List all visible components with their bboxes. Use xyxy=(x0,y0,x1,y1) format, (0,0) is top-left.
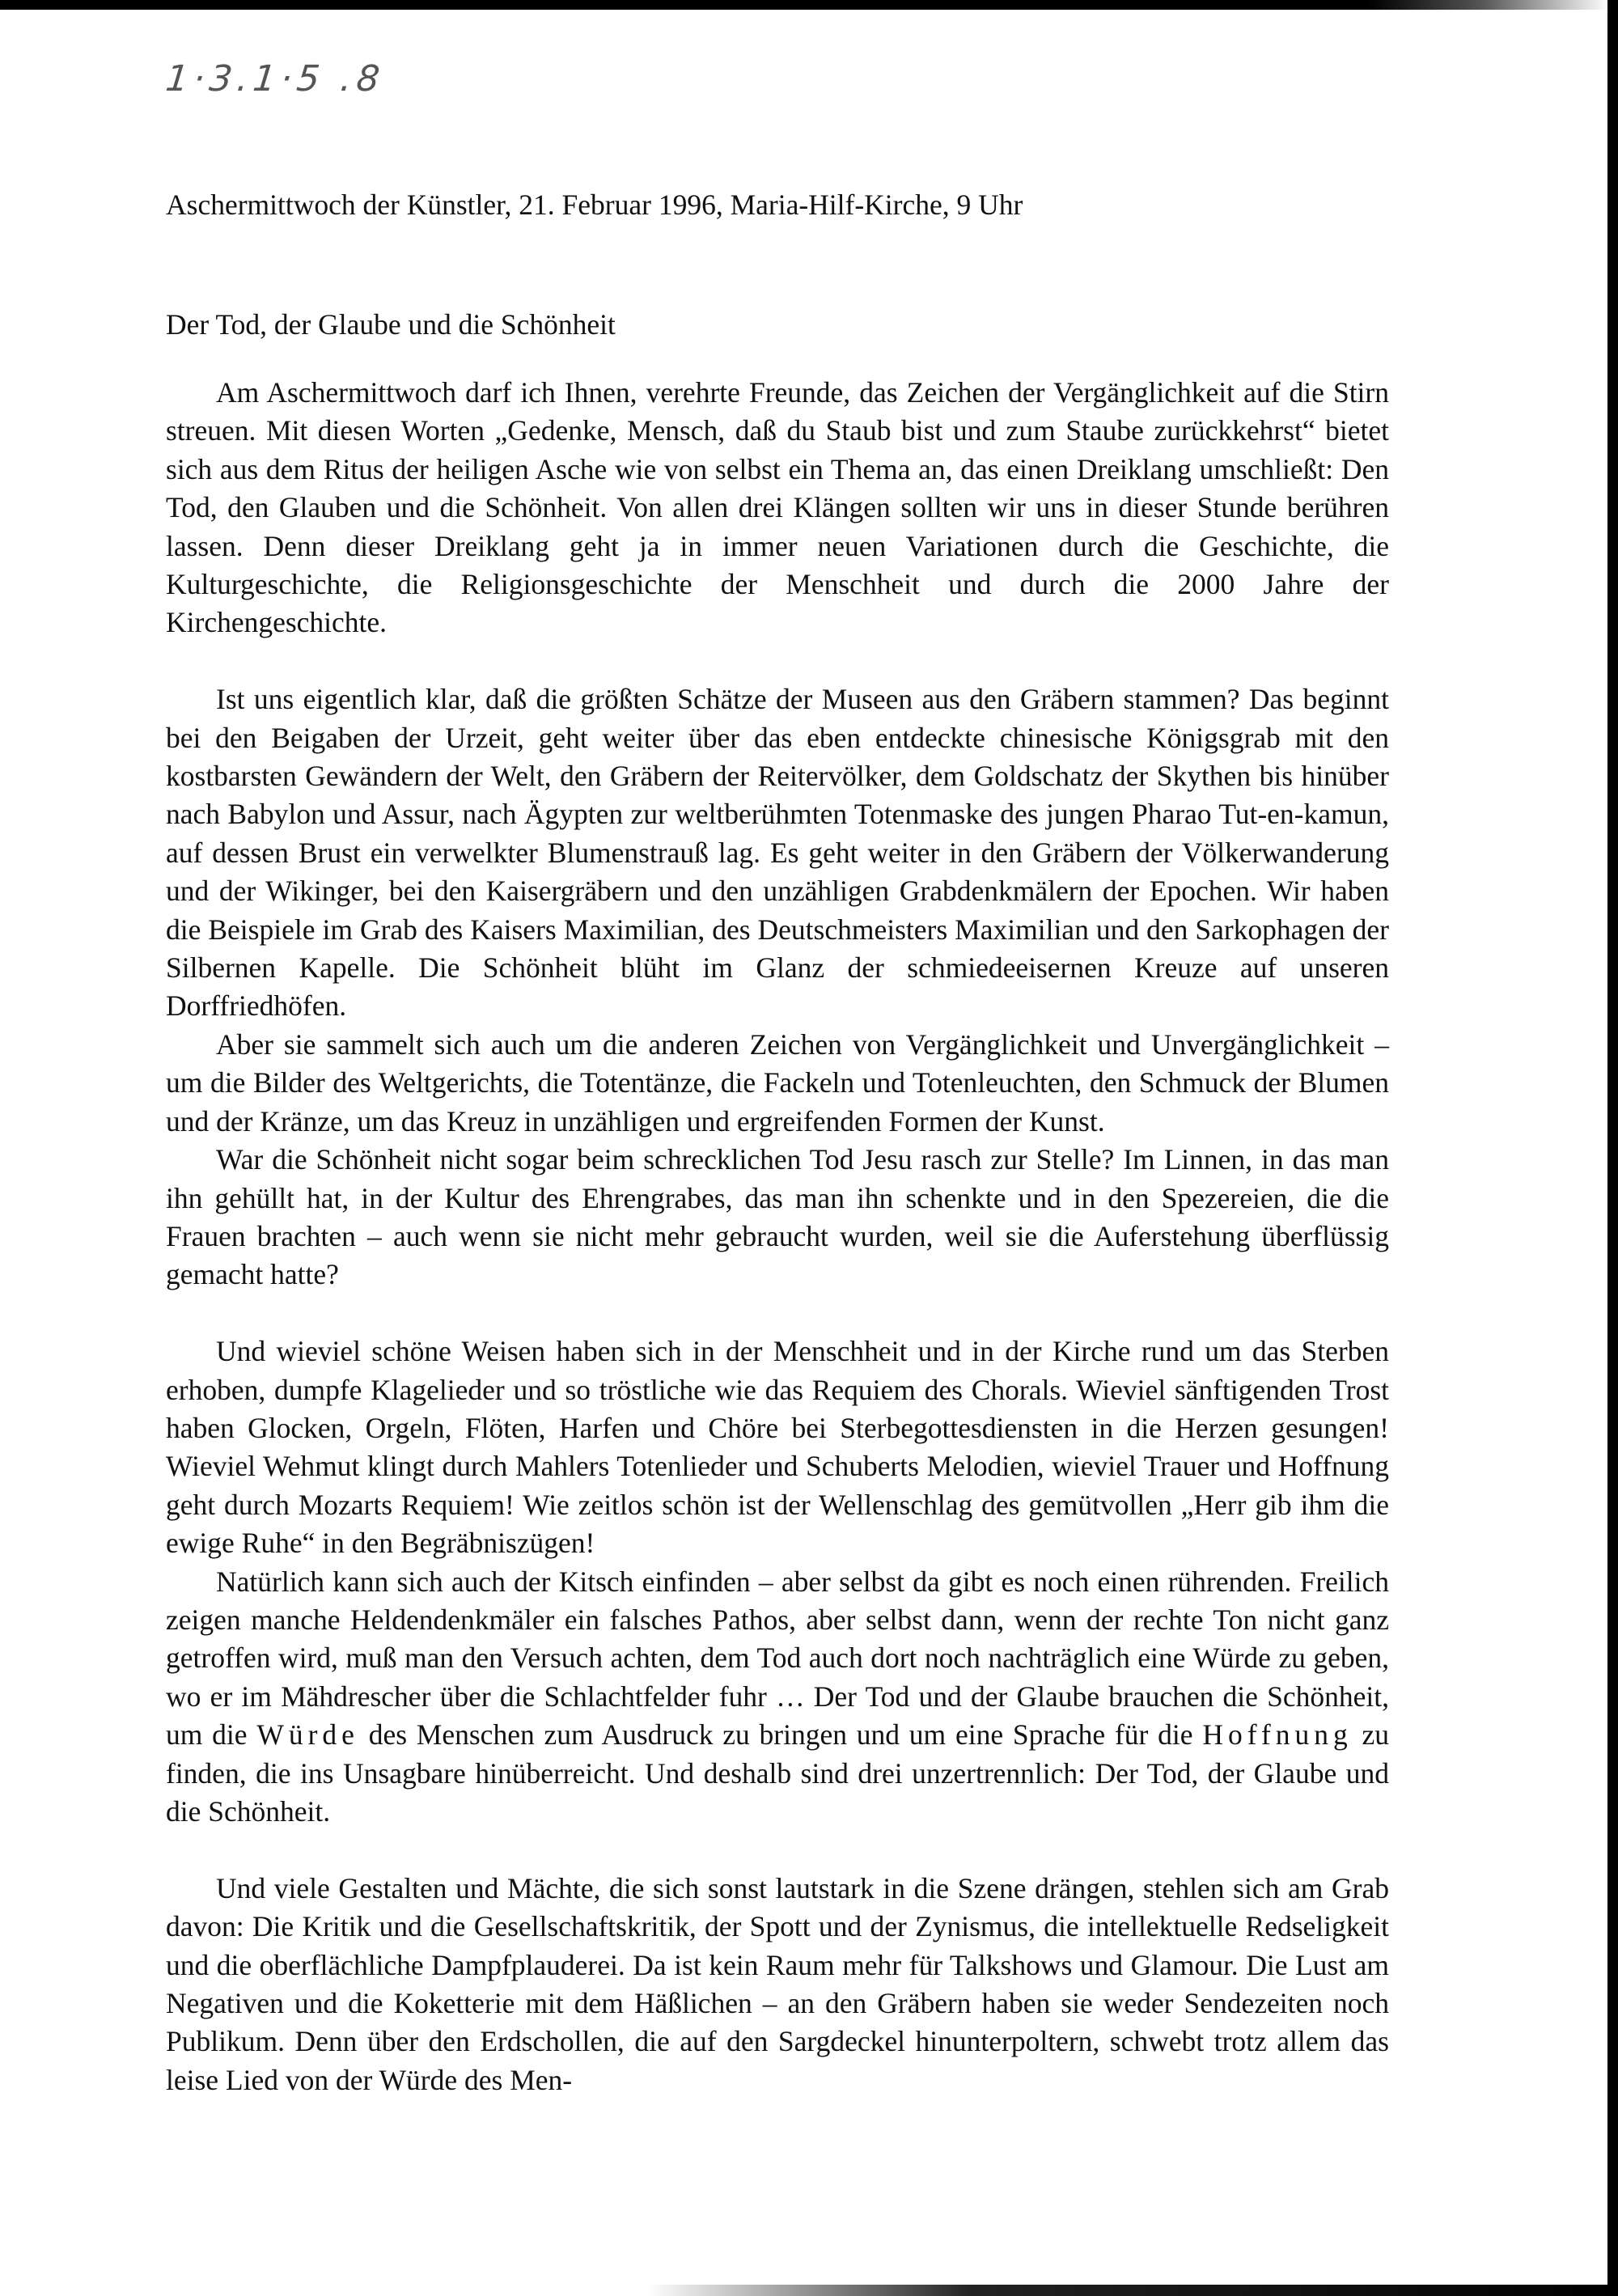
scan-border-right xyxy=(1607,0,1618,2296)
handwritten-archive-number: 1·3.1·5 .8 xyxy=(163,58,387,100)
paragraph-6-text-b: des Menschen zum Ausdruck zu bringen und um eine Sprache für die xyxy=(358,1718,1203,1752)
emphasis-wuerde: Würde xyxy=(256,1718,359,1752)
paragraph-6-text-a: Natürlich kann sich auch der Kitsch einfinden – aber selbst da gibt es noch einen rührenden. Freilich zeigen manche Heldendenkmäler ein falsches Pathos, aber selbst dann, wenn der rechte Ton nicht ganz getroffen wird, muß man den Versuch achten, dem Tod auch dort noch nachträglich eine Würde zu geben, wo er im Mähdrescher über die Schlachtfelder fuhr … Der Tod und der Glaube brauchen die Schönheit, um die xyxy=(166,1565,1389,1752)
paragraph-6-text-c: zu finden, die ins Unsagbare hinüberreicht. Und deshalb sind drei unzertrennlich: Der Tod, der Glaube und die Schönheit. xyxy=(166,1718,1389,1828)
paragraph-5: Und wieviel schöne Weisen haben sich in der Menschheit und in der Kirche rund um das Sterben erhoben, dumpfe Klagelieder und so tröstliche wie das Requiem des Chorals. Wieviel sänftigenden Trost haben Glocken, Orgeln, Flöten, Harfen und Chöre bei Sterbegottesdiensten in die Herzen gesungen! Wieviel Wehmut klingt durch Mahlers Totenlieder und Schuberts Melodien, wieviel Trauer und Hoffnung geht durch Mozarts Requiem! Wie zeitlos schön ist der Wellenschlag des gemütvollen „Herr gib ihm die ewige Ruhe“ in den Begräbniszügen! xyxy=(166,1335,1389,1560)
paragraph-3: Aber sie sammelt sich auch um die anderen Zeichen von Vergänglichkeit und Unvergänglichkeit – um die Bilder des Weltgerichts, die Totentänze, die Fackeln und Totenleuchten, den Schmuck der Blumen und der Kränze, um das Kreuz in unzähligen und ergreifenden Formen der Kunst. xyxy=(166,1027,1389,1137)
document-title: Der Tod, der Glaube und die Schönheit xyxy=(166,308,616,341)
paragraph-2: Ist uns eigentlich klar, daß die größten Schätze der Museen aus den Gräbern stammen? Das beginnt bei den Beigaben der Urzeit, geht weiter über das eben entdeckte chinesische Königsgrab mit den kostbarsten Gewändern der Welt, den Gräbern der Reitervölker, dem Goldschatz der Skythen bis hinüber nach Babylon und Assur, nach Ägypten zur weltberühmten Totenmaske des jungen Pharao Tut-en-kamun, auf dessen Brust ein verwelkter Blumenstrauß lag. Es geht weiter in den Gräbern der Völkerwanderung und der Wikinger, bei den Kaisergräbern und den unzähligen Grabdenkmälern der Epochen. Wir haben die Beispiele im Grab des Kaisers Maximilian, des Deutschmeisters Maximilian und den Sarkophagen der Silbernen Kapelle. Die Schönheit blüht im Glanz der schmiedeeisernen Kreuze auf unseren Dorffriedhöfen. xyxy=(166,683,1389,1023)
paragraph-6 xyxy=(166,1563,1389,1832)
event-header: Aschermittwoch der Künstler, 21. Februar 1996, Maria-Hilf-Kirche, 9 Uhr xyxy=(166,189,1023,221)
paragraph-1: Am Aschermittwoch darf ich Ihnen, verehrte Freunde, das Zeichen der Vergänglichkeit auf die Stirn streuen. Mit diesen Worten „Gedenke, Mensch, daß du Staub bist und zum Staube zurückkehrst“ bietet sich aus dem Ritus der heiligen Asche wie von selbst ein Thema an, das einen Dreiklang umschließt: Den Tod, den Glauben und die Schönheit. Von allen drei Klängen sollten wir uns in dieser Stunde berühren lassen. Denn dieser Dreiklang geht ja in immer neuen Variationen durch die Geschichte, die Kulturgeschichte, die Religionsgeschichte der Menschheit und durch die 2000 Jahre der Kirchengeschichte. xyxy=(166,376,1389,639)
document-body xyxy=(166,374,1389,2099)
scan-border-bottom xyxy=(0,2285,1618,2296)
emphasis-hoffnung: Hoffnung xyxy=(1202,1718,1353,1752)
paragraph-4: War die Schönheit nicht sogar beim schrecklichen Tod Jesu rasch zur Stelle? Im Linnen, in das man ihn gehüllt hat, in der Kultur des Ehrengrabes, das man ihn schenkte und in den Spezereien, die die Frauen brachten – auch wenn sie nicht mehr gebraucht wurden, weil sie die Auferstehung überflüssig gemacht hatte? xyxy=(166,1143,1389,1291)
paragraph-7: Und viele Gestalten und Mächte, die sich sonst lautstark in die Szene drängen, stehlen sich am Grab davon: Die Kritik und die Gesellschaftskritik, der Spott und der Zynismus, die intellektuelle Redseligkeit und die oberflächliche Dampfplauderei. Da ist kein Raum mehr für Talkshows und Glamour. Die Lust am Negativen und die Koketterie mit dem Häßlichen – an den Gräbern haben sie weder Sendezeiten noch Publikum. Denn über den Erdschollen, die auf den Sargdeckel hinunterpoltern, schwebt trotz allem das leise Lied von der Würde des Men- xyxy=(166,1871,1389,2096)
scan-border-top xyxy=(0,0,1610,10)
